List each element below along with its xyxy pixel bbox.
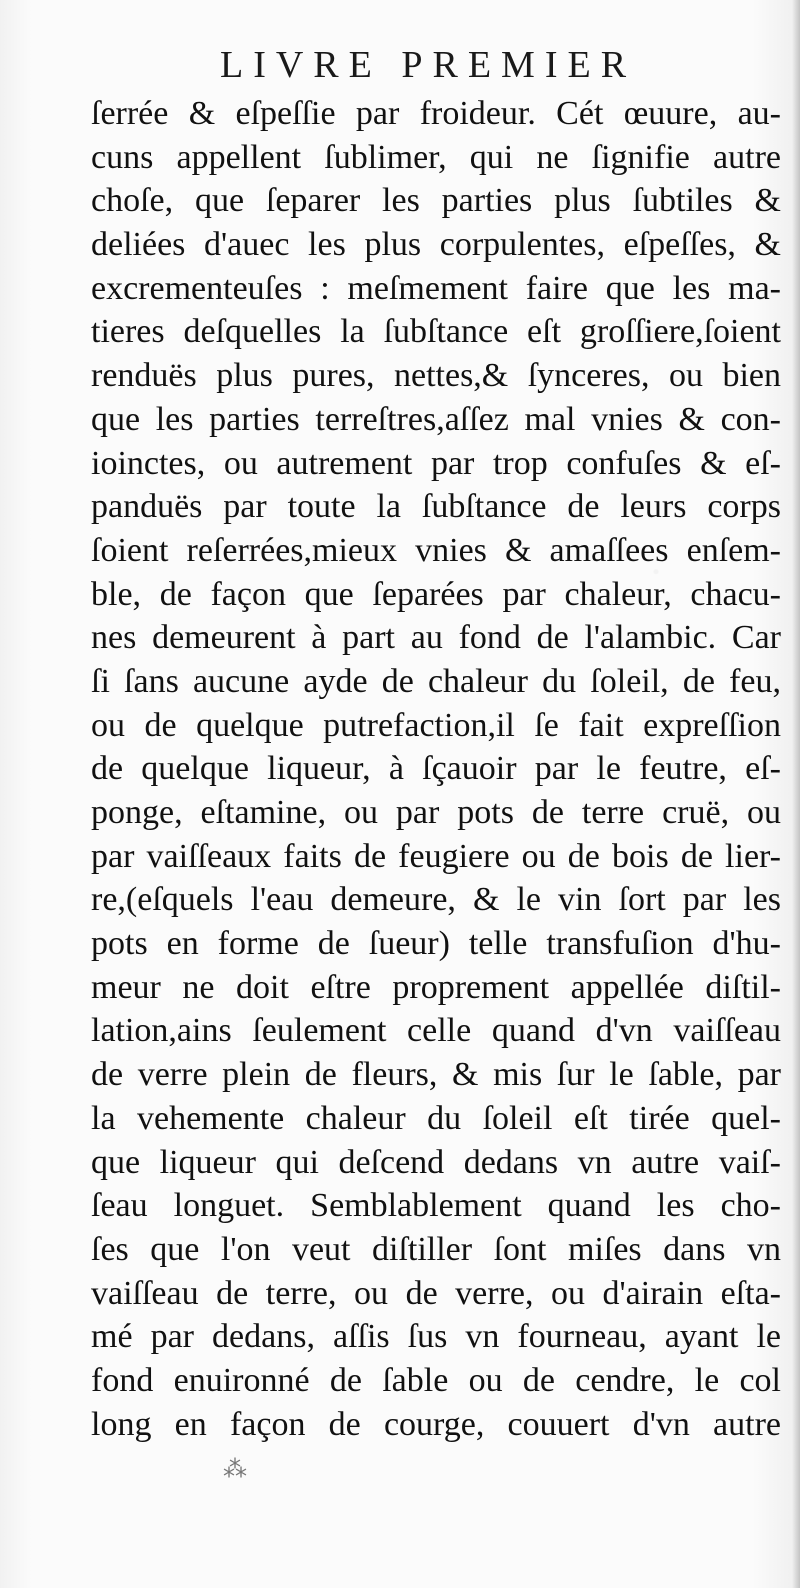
- text-line: vaiſſeau de terre, ou de verre, ou d'airain eſta-: [91, 1274, 781, 1312]
- text-line: mé par dedans, aſſis ſus vn fourneau, ayant le: [91, 1318, 781, 1356]
- text-line: fond enuironné de ſable ou de cendre, le col: [91, 1361, 781, 1399]
- text-line: meur ne doit eſtre proprement appellée diſtil-: [91, 968, 781, 1006]
- text-line: ſes que l'on veut diſtiller ſont miſes dans vn: [91, 1230, 781, 1268]
- text-line: ou de quelque putrefaction,il ſe fait expreſſion: [91, 706, 781, 744]
- text-line: ioinctes, ou autrement par trop confuſes & eſ-: [91, 444, 781, 482]
- text-line: lation,ains ſeulement celle quand d'vn vaiſſeau: [91, 1012, 781, 1050]
- text-line: ſeau longuet. Semblablement quand les cho-: [91, 1187, 781, 1225]
- print-mark-icon: ⁂: [223, 1457, 247, 1483]
- text-line: nes demeurent à part au fond de l'alambic. Car: [91, 619, 781, 657]
- text-line: ſerrée & eſpeſſie par froideur. Cét œuure, au-: [91, 95, 781, 132]
- text-line: que les parties terreſtres,aſſez mal vnies & con-: [91, 400, 781, 438]
- text-line: par vaiſſeaux faits de feugiere ou de bois de lier-: [91, 837, 781, 875]
- text-line: deliées d'auec les plus corpulentes, eſpeſſes, &: [91, 226, 781, 264]
- text-line: la vehemente chaleur du ſoleil eſt tirée quel-: [91, 1099, 781, 1137]
- text-line: ponge, eſtamine, ou par pots de terre cruë, ou: [91, 794, 781, 831]
- text-line: de quelque liqueur, à ſçauoir par le feutre, eſ-: [91, 750, 781, 788]
- text-line: cuns appellent ſublimer, qui ne ſignifie autre: [91, 138, 781, 176]
- running-head: LIVRE PREMIER: [220, 44, 637, 86]
- text-line: choſe, que ſeparer les parties plus ſubtiles &: [91, 182, 781, 220]
- text-line: ſi ſans aucune ayde de chaleur du ſoleil, de feu,: [91, 662, 781, 700]
- text-line: re,(eſquels l'eau demeure, & le vin ſort par les: [91, 881, 781, 919]
- page-text-block: [91, 92, 781, 1446]
- text-line: pots en forme de ſueur) telle transfuſion d'hu-: [91, 925, 781, 963]
- text-line: excrementeuſes : meſmement faire que les ma-: [91, 269, 781, 307]
- text-line: que liqueur qui deſcend dedans vn autre vaiſ-: [91, 1143, 781, 1181]
- text-line: renduës plus pures, nettes,& ſynceres, ou bien: [91, 357, 781, 395]
- page-edge-shadow: [792, 0, 800, 1588]
- text-line: ſoient reſerrées,mieux vnies & amaſſees enſem-: [91, 531, 781, 569]
- text-line: panduës par toute la ſubſtance de leurs corps: [91, 488, 781, 526]
- text-line: ble, de façon que ſeparées par chaleur, chacu-: [91, 575, 781, 613]
- text-line: long en façon de courge, couuert d'vn autre: [91, 1405, 781, 1443]
- text-line: de verre plein de fleurs, & mis ſur le ſable, par: [91, 1056, 781, 1094]
- text-line: tieres deſquelles la ſubſtance eſt groſſiere,ſoient: [91, 313, 781, 351]
